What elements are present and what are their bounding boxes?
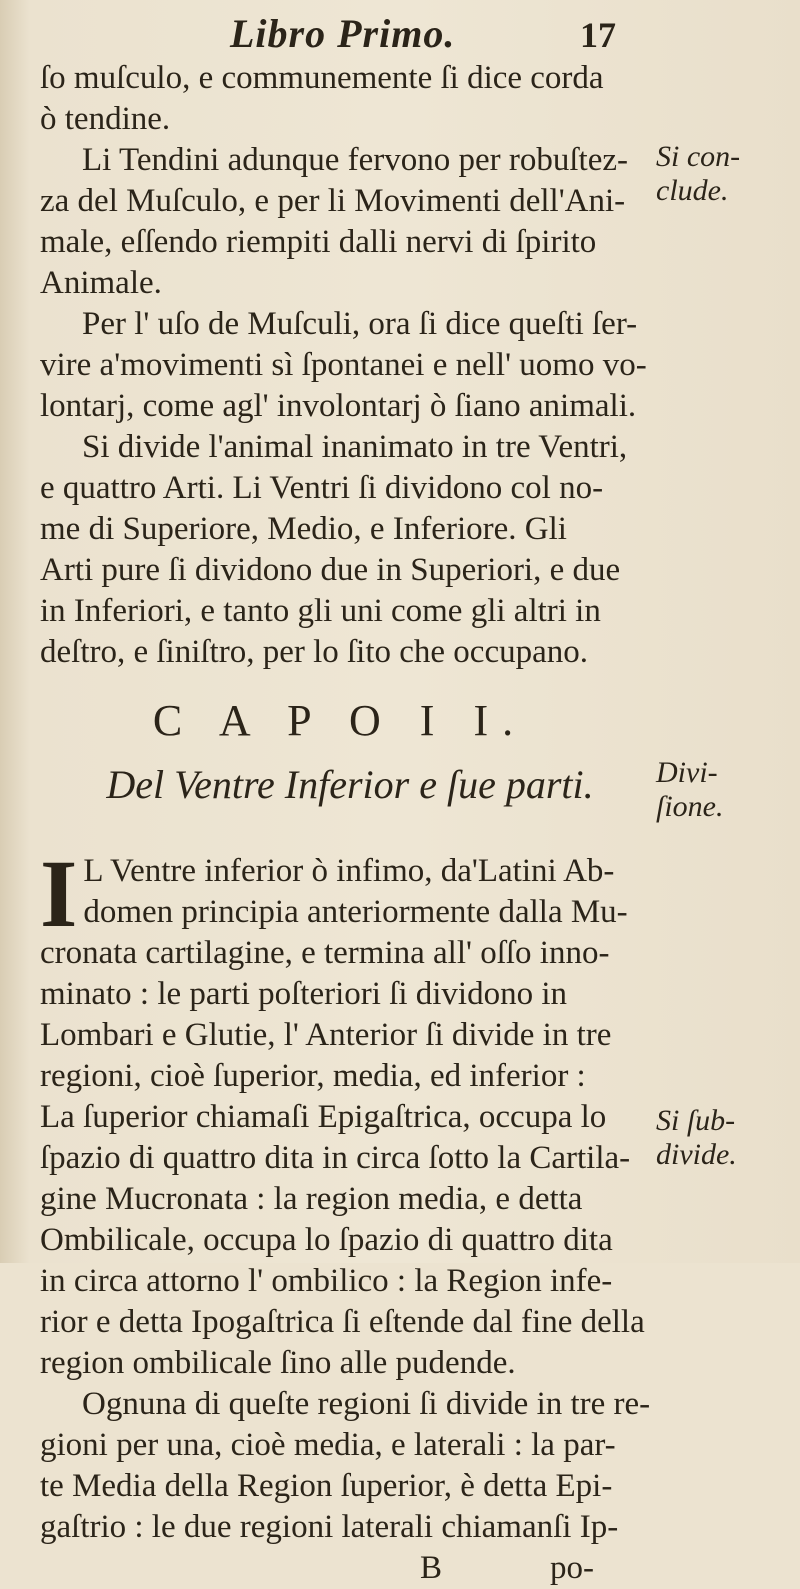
running-title: Libro Primo. xyxy=(230,11,456,56)
text-line: gioni per una, cioè media, e laterali : la par- xyxy=(40,1427,616,1463)
text-line: Si divide l'animal inanimato in tre Ventri, xyxy=(82,429,628,465)
margin-note-divisione xyxy=(656,756,724,824)
text-line: vire a'movimenti sì ſpontanei e nell' uomo vo- xyxy=(40,347,647,383)
text-line: Ombilicale, occupa lo ſpazio di quattro dita xyxy=(40,1222,613,1258)
margin-note-line: Si con- xyxy=(656,140,741,173)
text-line: gaſtrio : le due regioni laterali chiamanſi Ip- xyxy=(40,1509,619,1545)
margin-note-line: clude. xyxy=(656,174,729,207)
text-line: Ognuna di queſte regioni ſi divide in tre re- xyxy=(82,1386,651,1422)
text-line: za del Muſculo, e per li Movimenti dell'Ani- xyxy=(40,183,626,219)
text-line: Per l' uſo de Muſculi, ora ſi dice queſti ſer- xyxy=(82,306,638,342)
catchword-line xyxy=(40,1548,640,1589)
text-line: Lombari e Glutie, l' Anterior ſi divide in tre xyxy=(40,1017,612,1053)
text-line: deſtro, e ſiniſtro, per lo ſito che occupano. xyxy=(40,634,588,670)
main-text xyxy=(40,58,651,1589)
page-number: 17 xyxy=(580,15,616,55)
text-line: Animale. xyxy=(40,265,162,301)
signature-mark: B xyxy=(420,1550,443,1586)
text-line: Li Tendini adunque fervono per robuſtez- xyxy=(82,142,628,178)
first-paragraph xyxy=(40,840,640,947)
text-line: domen principia anteriormente dalla Mu- xyxy=(83,894,628,930)
text-line: ò tendine. xyxy=(40,101,171,137)
page-header xyxy=(190,8,750,58)
text-line: e quattro Arti. Li Ventri ſi dividono col no- xyxy=(40,470,604,506)
margin-note-line: Divi- xyxy=(656,756,718,789)
text-line: me di Superiore, Medio, e Inferiore. Gli xyxy=(40,511,567,547)
text-line: ſo muſculo, e communemente ſi dice corda xyxy=(40,60,604,96)
chapter-subtitle: Del Ventre Inferior e ſue parti. xyxy=(106,762,594,807)
text-line: regioni, cioè ſuperior, media, ed inferior : xyxy=(40,1058,586,1094)
text-line: lontarj, come agl' involontarj ò ſiano animali. xyxy=(40,388,637,424)
margin-note-line: divide. xyxy=(656,1138,737,1171)
text-line: region ombilicale ſino alle pudende. xyxy=(40,1345,516,1381)
text-line: te Media della Region ſuperior, è detta Epi- xyxy=(40,1468,613,1504)
margin-note-line: Si ſub- xyxy=(656,1104,736,1137)
text-line: in circa attorno l' ombilico : la Region infe- xyxy=(40,1263,613,1299)
text-line: Arti pure ſi dividono due in Superiori, e due xyxy=(40,552,621,588)
drop-cap: I xyxy=(40,840,78,947)
text-line: male, eſſendo riempiti dalli nervi di ſpirito xyxy=(40,224,597,260)
chapter-heading: C A P O I I. xyxy=(152,696,528,745)
margin-note-si-conclude xyxy=(656,140,740,208)
margin-note-si-suddivide xyxy=(656,1104,737,1172)
text-line: gine Mucronata : la region media, e detta xyxy=(40,1181,583,1217)
text-line: La ſuperior chiamaſi Epigaſtrica, occupa lo xyxy=(40,1099,607,1135)
text-line: minato : le parti poſteriori ſi dividono in xyxy=(40,976,568,1012)
margin-note-line: ſione. xyxy=(656,790,724,823)
text-line: rior e detta Ipogaſtrica ſi eſtende dal fine della xyxy=(40,1304,645,1340)
text-line: in Inferiori, e tanto gli uni come gli altri in xyxy=(40,593,601,629)
text-line: cronata cartilagine, e termina all' oſſo inno- xyxy=(40,935,610,971)
text-line: L Ventre inferior ò infimo, da'Latini Ab- xyxy=(83,853,615,889)
catchword: po- xyxy=(550,1550,594,1586)
text-line: ſpazio di quattro dita in circa ſotto la Cartila- xyxy=(40,1140,631,1176)
